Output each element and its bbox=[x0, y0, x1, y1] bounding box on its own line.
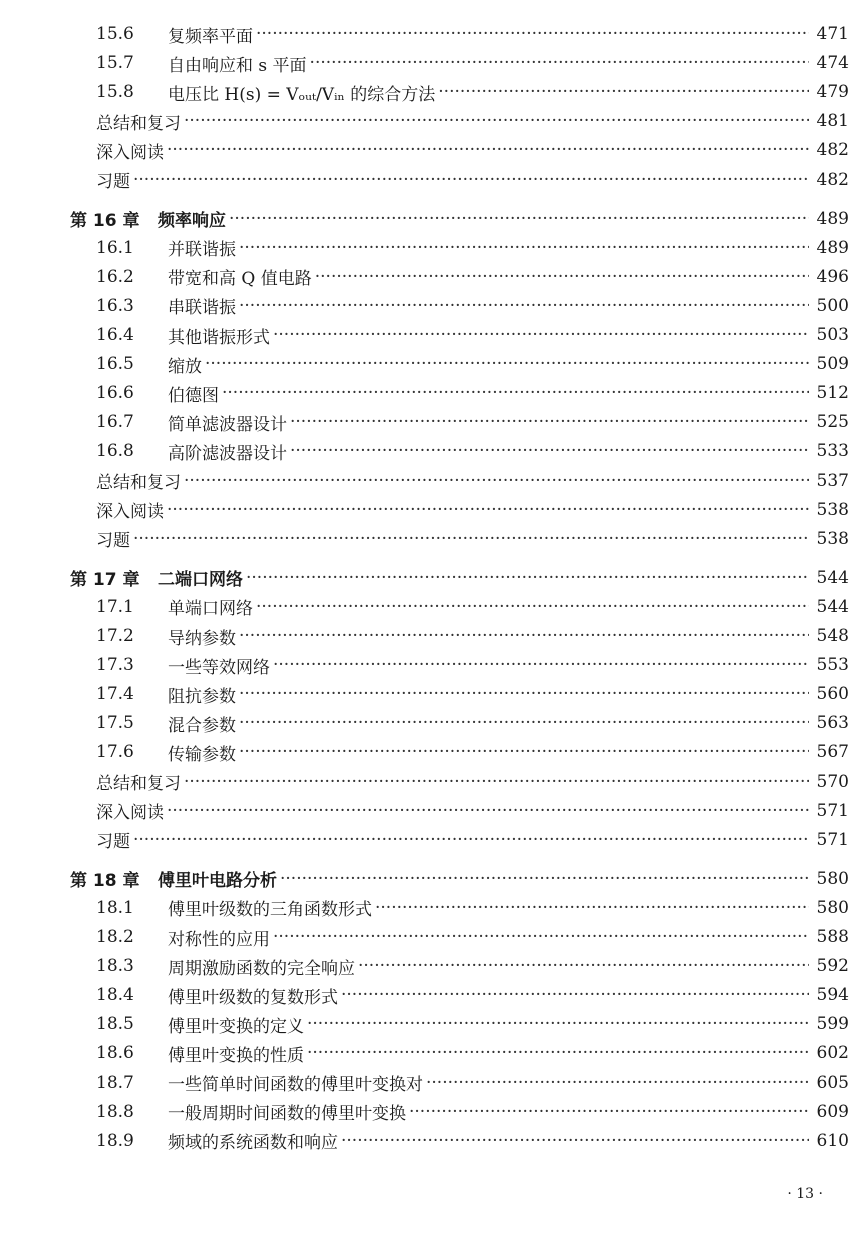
toc-entry-number: 17.5 bbox=[96, 713, 134, 734]
toc-section-entry[interactable] bbox=[0, 679, 861, 709]
toc-entry-page: 548 bbox=[816, 626, 849, 646]
toc-entry-title: 总结和复习 bbox=[96, 473, 181, 493]
toc-entry-number: 15.7 bbox=[96, 53, 134, 74]
toc-leader-dots bbox=[239, 291, 809, 321]
toc-entry-page: 509 bbox=[816, 354, 849, 375]
toc-section-entry[interactable] bbox=[0, 922, 861, 952]
toc-entry-title: 阻抗参数 bbox=[168, 686, 236, 707]
toc-entry-page: 500 bbox=[816, 295, 849, 316]
toc-entry-number: 16.3 bbox=[96, 295, 134, 316]
toc-entry-number: 15.8 bbox=[96, 82, 134, 103]
toc-leader-dots bbox=[239, 679, 809, 709]
toc-section-entry[interactable] bbox=[0, 1068, 861, 1098]
toc-section-entry[interactable] bbox=[0, 262, 861, 292]
toc-entry-page: 482 bbox=[816, 140, 849, 161]
toc-entry-title: 傅里叶级数的三角函数形式 bbox=[168, 900, 372, 921]
toc-entry-title: 电压比 H(s) = Vₒᵤₜ/Vᵢₙ 的综合方法 bbox=[168, 84, 436, 105]
toc-entry-page: 503 bbox=[816, 325, 849, 345]
toc-leader-dots bbox=[315, 262, 809, 292]
toc-leader-dots bbox=[256, 19, 809, 49]
toc-section-entry[interactable] bbox=[0, 378, 861, 408]
toc-entry-page: 609 bbox=[816, 1101, 849, 1122]
toc-section-entry[interactable] bbox=[0, 737, 861, 767]
toc-leader-dots bbox=[426, 1068, 809, 1098]
toc-entry-page: 496 bbox=[816, 266, 849, 287]
toc-leader-dots bbox=[239, 621, 809, 651]
toc-misc-entry[interactable] bbox=[0, 825, 861, 855]
toc-leader-dots bbox=[133, 524, 809, 554]
toc-section-entry[interactable] bbox=[0, 893, 861, 923]
toc-leader-dots bbox=[341, 1126, 809, 1156]
toc-entry-page: 479 bbox=[816, 82, 849, 103]
toc-leader-dots bbox=[222, 378, 809, 408]
toc-entry-title: 傅里叶变换的性质 bbox=[168, 1045, 304, 1066]
toc-entry-number: 18.4 bbox=[96, 985, 134, 1006]
toc-entry-page: 553 bbox=[816, 655, 849, 676]
toc-entry-number: 17.3 bbox=[96, 655, 134, 676]
toc-section-entry[interactable] bbox=[0, 621, 861, 651]
toc-leader-dots bbox=[184, 106, 809, 136]
toc-leader-dots bbox=[341, 980, 809, 1010]
toc-entry-page: 563 bbox=[816, 713, 849, 734]
toc-leader-dots bbox=[307, 1009, 809, 1039]
toc-section-entry[interactable] bbox=[0, 291, 861, 321]
toc-entry-number: 16.2 bbox=[96, 266, 134, 287]
toc-entry-number: 第 18 章 bbox=[70, 871, 140, 892]
toc-entry-number: 16.1 bbox=[96, 237, 134, 258]
toc-entry-page: 560 bbox=[816, 684, 849, 705]
toc-entry-title: 一些简单时间函数的傅里叶变换对 bbox=[168, 1075, 423, 1095]
toc-entry-number: 16.5 bbox=[96, 354, 134, 375]
toc-leader-dots bbox=[310, 48, 809, 78]
toc-entry-title: 二端口网络 bbox=[158, 570, 243, 591]
toc-leader-dots bbox=[239, 708, 809, 738]
toc-misc-entry[interactable] bbox=[0, 524, 861, 554]
toc-entry-title: 深入阅读 bbox=[96, 142, 164, 163]
toc-entry-page: 471 bbox=[816, 24, 849, 44]
toc-entry-page: 537 bbox=[816, 470, 849, 491]
toc-entry-number: 第 17 章 bbox=[70, 570, 140, 591]
toc-section-entry[interactable] bbox=[0, 349, 861, 379]
toc-section-entry[interactable] bbox=[0, 407, 861, 437]
toc-section-entry[interactable] bbox=[0, 233, 861, 263]
toc-entry-title: 一般周期时间函数的傅里叶变换 bbox=[168, 1104, 406, 1125]
toc-leader-dots bbox=[273, 922, 809, 952]
toc-entry-title: 串联谐振 bbox=[168, 298, 236, 319]
toc-entry-title: 一些等效网络 bbox=[168, 657, 270, 678]
toc-entry-page: 588 bbox=[816, 927, 849, 947]
toc-entry-title: 傅里叶级数的复数形式 bbox=[168, 987, 338, 1008]
toc-misc-entry[interactable] bbox=[0, 135, 861, 165]
toc-leader-dots bbox=[375, 893, 809, 923]
toc-section-entry[interactable] bbox=[0, 592, 861, 622]
toc-entry-page: 571 bbox=[816, 800, 849, 821]
toc-misc-entry[interactable] bbox=[0, 106, 861, 136]
toc-entry-title: 频域的系统函数和响应 bbox=[168, 1133, 338, 1154]
toc-leader-dots bbox=[246, 563, 809, 593]
toc-entry-number: 18.7 bbox=[96, 1072, 134, 1093]
toc-entry-number: 16.8 bbox=[96, 441, 134, 462]
toc-entry-page: 610 bbox=[816, 1130, 849, 1151]
toc-entry-page: 592 bbox=[816, 956, 849, 977]
toc-leader-dots bbox=[280, 864, 809, 894]
toc-misc-entry[interactable] bbox=[0, 165, 861, 195]
toc-entry-page: 544 bbox=[816, 567, 849, 588]
toc-entry-page: 580 bbox=[816, 868, 849, 889]
toc-entry-page: 580 bbox=[816, 897, 849, 918]
toc-entry-number: 16.7 bbox=[96, 412, 134, 433]
toc-entry-title: 其他谐振形式 bbox=[168, 327, 270, 348]
toc-leader-dots bbox=[273, 650, 809, 680]
toc-entry-title: 对称性的应用 bbox=[168, 929, 270, 950]
toc-entry-page: 602 bbox=[816, 1043, 849, 1064]
page-number: · 13 · bbox=[787, 1186, 823, 1202]
toc-leader-dots bbox=[133, 165, 809, 195]
toc-chapter-entry[interactable] bbox=[0, 204, 861, 234]
toc-leader-dots bbox=[290, 407, 809, 437]
toc-section-entry[interactable] bbox=[0, 650, 861, 680]
toc-section-entry[interactable] bbox=[0, 48, 861, 78]
toc-entry-title: 导纳参数 bbox=[168, 628, 236, 649]
toc-entry-number: 17.2 bbox=[96, 626, 134, 646]
toc-leader-dots bbox=[438, 77, 809, 107]
toc-entry-title: 自由响应和 s 平面 bbox=[168, 55, 307, 76]
toc-chapter-entry[interactable] bbox=[0, 563, 861, 593]
toc-leader-dots bbox=[167, 796, 809, 826]
toc-entry-page: 481 bbox=[816, 111, 849, 132]
toc-entry-title: 混合参数 bbox=[168, 715, 236, 736]
toc-entry-title: 高阶滤波器设计 bbox=[168, 443, 287, 464]
toc-entry-page: 533 bbox=[816, 441, 849, 462]
toc-entry-page: 599 bbox=[816, 1014, 849, 1035]
toc-leader-dots bbox=[239, 233, 809, 263]
toc-section-entry[interactable] bbox=[0, 436, 861, 466]
toc-entry-title: 习题 bbox=[96, 832, 130, 853]
toc-leader-dots bbox=[167, 495, 809, 525]
toc-entry-title: 并联谐振 bbox=[168, 240, 236, 261]
toc-entry-number: 17.1 bbox=[96, 596, 134, 617]
toc-entry-page: 489 bbox=[816, 208, 849, 229]
toc-leader-dots bbox=[239, 737, 809, 767]
toc-entry-title: 深入阅读 bbox=[96, 502, 164, 523]
toc-entry-number: 18.9 bbox=[96, 1130, 134, 1151]
toc-entry-number: 18.5 bbox=[96, 1014, 134, 1035]
toc-leader-dots bbox=[358, 951, 809, 981]
toc-section-entry[interactable] bbox=[0, 1126, 861, 1156]
toc-leader-dots bbox=[307, 1038, 809, 1068]
toc-chapter-entry[interactable] bbox=[0, 864, 861, 894]
toc-entry-number: 17.6 bbox=[96, 742, 134, 763]
toc-entry-number: 18.8 bbox=[96, 1101, 134, 1122]
toc-leader-dots bbox=[167, 135, 809, 165]
toc-entry-title: 总结和复习 bbox=[96, 113, 181, 134]
toc-entry-page: 474 bbox=[816, 53, 849, 74]
toc-section-entry[interactable] bbox=[0, 1009, 861, 1039]
toc-entry-number: 18.2 bbox=[96, 927, 134, 947]
toc-entry-title: 习题 bbox=[96, 172, 130, 192]
toc-entry-page: 570 bbox=[816, 771, 849, 792]
toc-section-entry[interactable] bbox=[0, 980, 861, 1010]
toc-entry-title: 周期激励函数的完全响应 bbox=[168, 958, 355, 979]
toc-entry-number: 第 16 章 bbox=[70, 211, 140, 232]
toc-section-entry[interactable] bbox=[0, 708, 861, 738]
toc-entry-title: 伯德图 bbox=[168, 385, 219, 406]
toc-entry-number: 18.3 bbox=[96, 956, 134, 977]
toc-leader-dots bbox=[290, 436, 809, 466]
toc-entry-title: 缩放 bbox=[168, 356, 202, 377]
toc-entry-title: 总结和复习 bbox=[96, 774, 181, 794]
toc-entry-title: 单端口网络 bbox=[168, 599, 253, 620]
toc-leader-dots bbox=[409, 1097, 809, 1127]
toc-entry-number: 18.1 bbox=[96, 897, 134, 918]
toc-entry-title: 深入阅读 bbox=[96, 803, 164, 824]
toc-entry-page: 538 bbox=[816, 528, 849, 549]
toc-entry-page: 512 bbox=[816, 383, 849, 404]
toc-entry-page: 525 bbox=[816, 412, 849, 433]
toc-misc-entry[interactable] bbox=[0, 767, 861, 797]
toc-leader-dots bbox=[229, 204, 809, 234]
toc-entry-title: 传输参数 bbox=[168, 744, 236, 765]
toc-leader-dots bbox=[205, 349, 809, 379]
toc-misc-entry[interactable] bbox=[0, 466, 861, 496]
toc-entry-page: 567 bbox=[816, 742, 849, 763]
toc-entry-title: 带宽和高 Q 值电路 bbox=[168, 269, 312, 290]
toc-section-entry[interactable] bbox=[0, 77, 861, 107]
toc-leader-dots bbox=[256, 592, 809, 622]
toc-entry-title: 频率响应 bbox=[158, 211, 226, 232]
toc-leader-dots bbox=[184, 466, 809, 496]
toc-entry-page: 489 bbox=[816, 237, 849, 258]
toc-section-entry[interactable] bbox=[0, 1038, 861, 1068]
toc-entry-number: 18.6 bbox=[96, 1043, 134, 1064]
toc-section-entry[interactable] bbox=[0, 1097, 861, 1127]
toc-entry-page: 482 bbox=[816, 169, 849, 190]
toc-entry-title: 傅里叶变换的定义 bbox=[168, 1016, 304, 1037]
toc-section-entry[interactable] bbox=[0, 19, 861, 49]
toc-entry-title: 简单滤波器设计 bbox=[168, 414, 287, 435]
toc-entry-page: 571 bbox=[816, 829, 849, 850]
toc-leader-dots bbox=[273, 320, 809, 350]
toc-leader-dots bbox=[184, 767, 809, 797]
toc-leader-dots bbox=[133, 825, 809, 855]
toc-entry-number: 16.6 bbox=[96, 383, 134, 404]
toc-entry-number: 15.6 bbox=[96, 24, 134, 44]
toc-misc-entry[interactable] bbox=[0, 796, 861, 826]
toc-entry-page: 544 bbox=[816, 596, 849, 617]
toc-section-entry[interactable] bbox=[0, 951, 861, 981]
toc-entry-number: 17.4 bbox=[96, 684, 134, 705]
toc-entry-title: 习题 bbox=[96, 531, 130, 552]
toc-entry-title: 傅里叶电路分析 bbox=[158, 871, 277, 892]
toc-entry-title: 复频率平面 bbox=[168, 26, 253, 47]
toc-entry-page: 605 bbox=[816, 1072, 849, 1093]
toc-entry-page: 594 bbox=[816, 985, 849, 1006]
toc-entry-page: 538 bbox=[816, 499, 849, 520]
toc-section-entry[interactable] bbox=[0, 320, 861, 350]
toc-entry-number: 16.4 bbox=[96, 325, 134, 345]
toc-misc-entry[interactable] bbox=[0, 495, 861, 525]
